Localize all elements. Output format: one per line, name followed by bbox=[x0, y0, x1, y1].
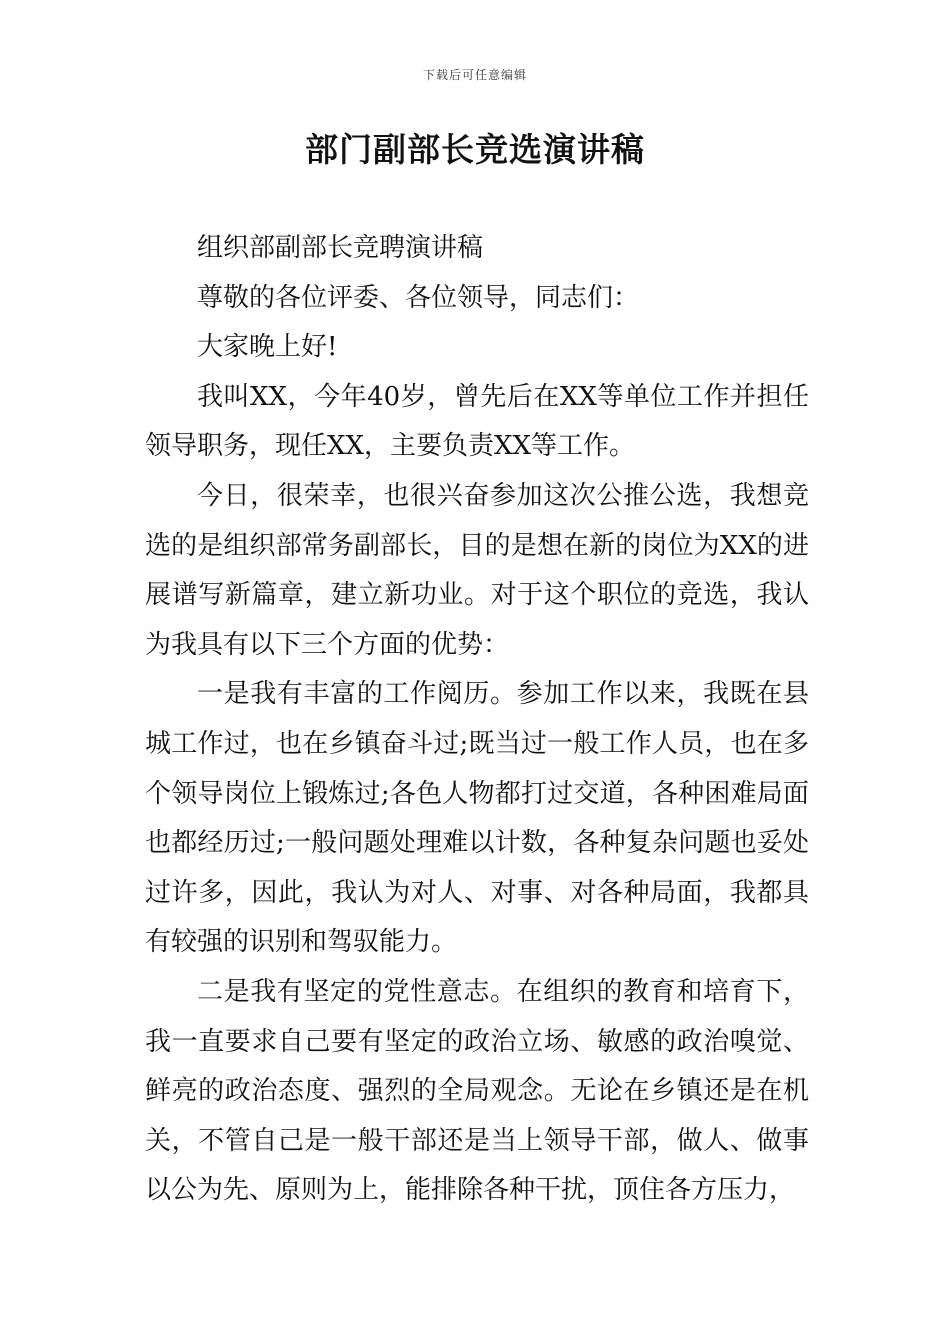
paragraph-purpose: 今日，很荣幸，也很兴奋参加这次公推公选，我想竞选的是组织部常务副部长，目的是想在新的岗位为XX的进展谱写新篇章，建立新功业。对于这个职位的竞选，我认为我具有以下三个方面的优势： bbox=[145, 480, 809, 660]
paragraph-advantage-one: 一是我有丰富的工作阅历。参加工作以来，我既在县城工作过，也在乡镇奋斗过;既当过一般工作人员，也在多个领导岗位上锻炼过;各色人物都打过交道，各种困难局面也都经历过;一般问题处理难以计数，各种复杂问题也妥处过许多，因此，我认为对人、对事、对各种局面，我都具有较强的识别和驾驭能力。 bbox=[145, 679, 809, 958]
paragraph-greeting: 大家晚上好! bbox=[197, 332, 338, 363]
header-note: 下载后可任意编辑 bbox=[422, 68, 527, 82]
document-title: 部门副部长竞选演讲稿 bbox=[305, 130, 645, 169]
paragraph-advantage-two: 二是我有坚定的党性意志。在组织的教育和培育下，我一直要求自己要有坚定的政治立场、敏感的政治嗅觉、鲜亮的政治态度、强烈的全局观念。无论在乡镇还是在机关，不管自己是一般干部还是当上领导干部，做人、做事以公为先、原则为上，能排除各种干扰，顶住各方压力， bbox=[145, 976, 809, 1206]
paragraph-introduction: 我叫XX，今年40岁，曾先后在XX等单位工作并担任领导职务，现任XX，主要负责XX等工作。 bbox=[145, 381, 809, 462]
paragraph-subtitle: 组织部副部长竞聘演讲稿 bbox=[197, 233, 484, 263]
paragraph-salutation: 尊敬的各位评委、各位领导，同志们： bbox=[197, 282, 640, 313]
document-body bbox=[145, 224, 809, 1216]
